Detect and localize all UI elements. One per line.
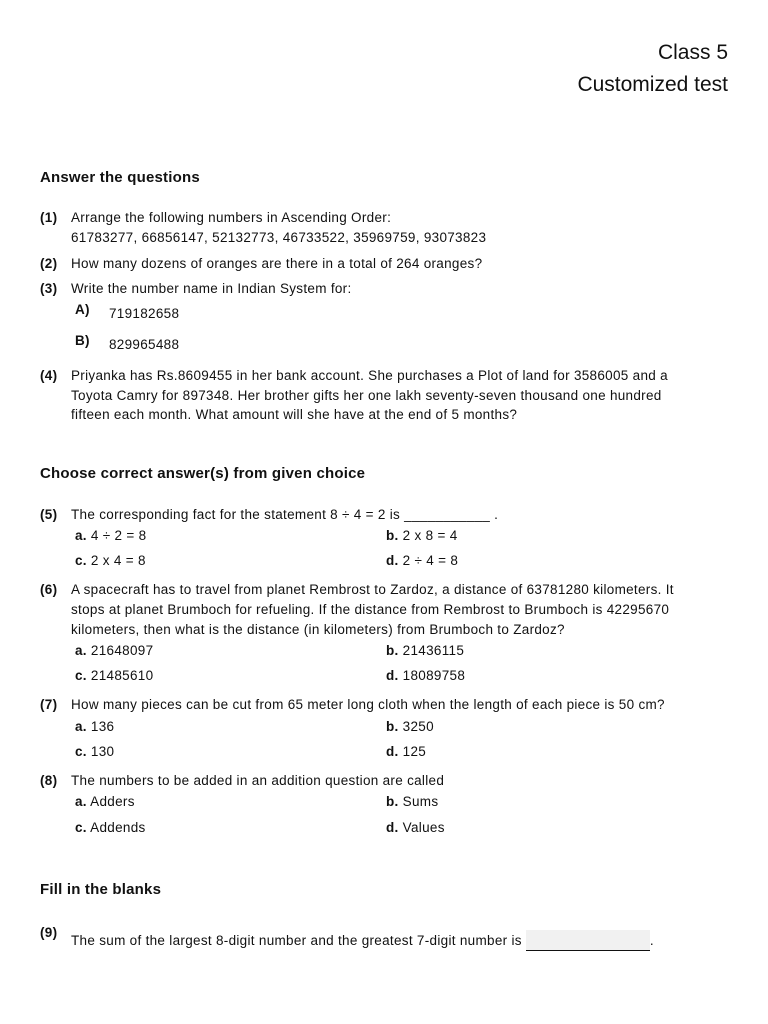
question-3 — [40, 279, 730, 299]
question-7 — [40, 695, 730, 715]
question-5 — [40, 505, 730, 525]
question-3-part-b — [75, 333, 180, 352]
test-title: Customized test — [577, 73, 728, 96]
part-label: B) — [75, 333, 90, 348]
question-numbers-list: 61783277, 66856147, 52132773, 46733522, 35969759, 93073823 — [71, 229, 487, 245]
question-4 — [40, 366, 730, 425]
option-c[interactable]: c. 21485610 — [75, 668, 154, 683]
question-text: How many pieces can be cut from 65 meter long cloth when the length of each piece is 50 cm? — [71, 697, 665, 712]
section-heading-choose: Choose correct answer(s) from given choice — [40, 465, 366, 482]
option-c[interactable]: c. 130 — [75, 744, 115, 759]
option-b[interactable]: b. 3250 — [386, 719, 434, 734]
page-header — [577, 38, 728, 100]
option-c[interactable]: c. 2 x 4 = 8 — [75, 553, 146, 568]
question-text: The corresponding fact for the statement 8 ÷ 4 = 2 is ___________ . — [71, 507, 499, 522]
section-heading-answer: Answer the questions — [40, 169, 200, 186]
part-value: 829965488 — [109, 337, 180, 352]
class-label: Class 5 — [657, 41, 728, 64]
question-number: (3) — [40, 281, 58, 296]
question-number: (2) — [40, 256, 58, 271]
option-d[interactable]: d. Values — [386, 820, 445, 835]
question-number: (7) — [40, 697, 58, 712]
question-6 — [40, 580, 730, 640]
option-b[interactable]: b. 21436115 — [386, 643, 465, 658]
question-text: Priyanka has Rs.8609455 in her bank account. She purchases a Plot of land for 3586005 and a Toyota Camry for 897348. Her brother gifts her one lakh seventy-seven thousand one hundred fifteen each month. What amount will she have at the end of 5 months? — [71, 368, 668, 422]
part-label: A) — [75, 302, 90, 317]
option-b[interactable]: b. Sums — [386, 794, 439, 809]
option-d[interactable]: d. 18089758 — [386, 668, 466, 683]
answer-blank[interactable] — [526, 930, 650, 951]
question-text — [71, 923, 730, 951]
section-heading-fill: Fill in the blanks — [40, 881, 162, 898]
option-a[interactable]: a. 21648097 — [75, 643, 154, 658]
question-text: A spacecraft has to travel from planet Rembrost to Zardoz, a distance of 63781280 kilometers. It stops at planet Brumboch for refueling. If the distance from Rembrost to Brumboch is 42295670 kilometers, then what is the distance (in kilometers) from Brumboch to Zardoz? — [71, 582, 674, 637]
question-number: (6) — [40, 582, 58, 597]
option-b[interactable]: b. 2 x 8 = 4 — [386, 528, 458, 543]
question-end: . — [649, 933, 654, 948]
question-8 — [40, 771, 730, 791]
option-d[interactable]: d. 2 ÷ 4 = 8 — [386, 553, 459, 568]
question-text-body: The sum of the largest 8-digit number and the greatest 7-digit number is — [71, 933, 522, 948]
question-number: (9) — [40, 925, 58, 940]
option-c[interactable]: c. Addends — [75, 820, 146, 835]
question-text: Write the number name in Indian System for: — [71, 281, 352, 296]
option-a[interactable]: a. 4 ÷ 2 = 8 — [75, 528, 147, 543]
part-value: 719182658 — [109, 306, 180, 321]
question-number: (1) — [40, 210, 58, 225]
option-a[interactable]: a. Adders — [75, 794, 135, 809]
option-d[interactable]: d. 125 — [386, 744, 427, 759]
question-text: Arrange the following numbers in Ascending Order: — [71, 210, 392, 225]
question-number: (8) — [40, 773, 58, 788]
question-text: How many dozens of oranges are there in a total of 264 oranges? — [71, 256, 483, 271]
question-2 — [40, 254, 730, 274]
question-text: The numbers to be added in an addition question are called — [71, 773, 445, 788]
question-1 — [40, 208, 730, 247]
question-number: (5) — [40, 507, 58, 522]
question-number: (4) — [40, 368, 58, 383]
question-9 — [40, 923, 730, 951]
question-3-part-a — [75, 302, 180, 321]
option-a[interactable]: a. 136 — [75, 719, 115, 734]
